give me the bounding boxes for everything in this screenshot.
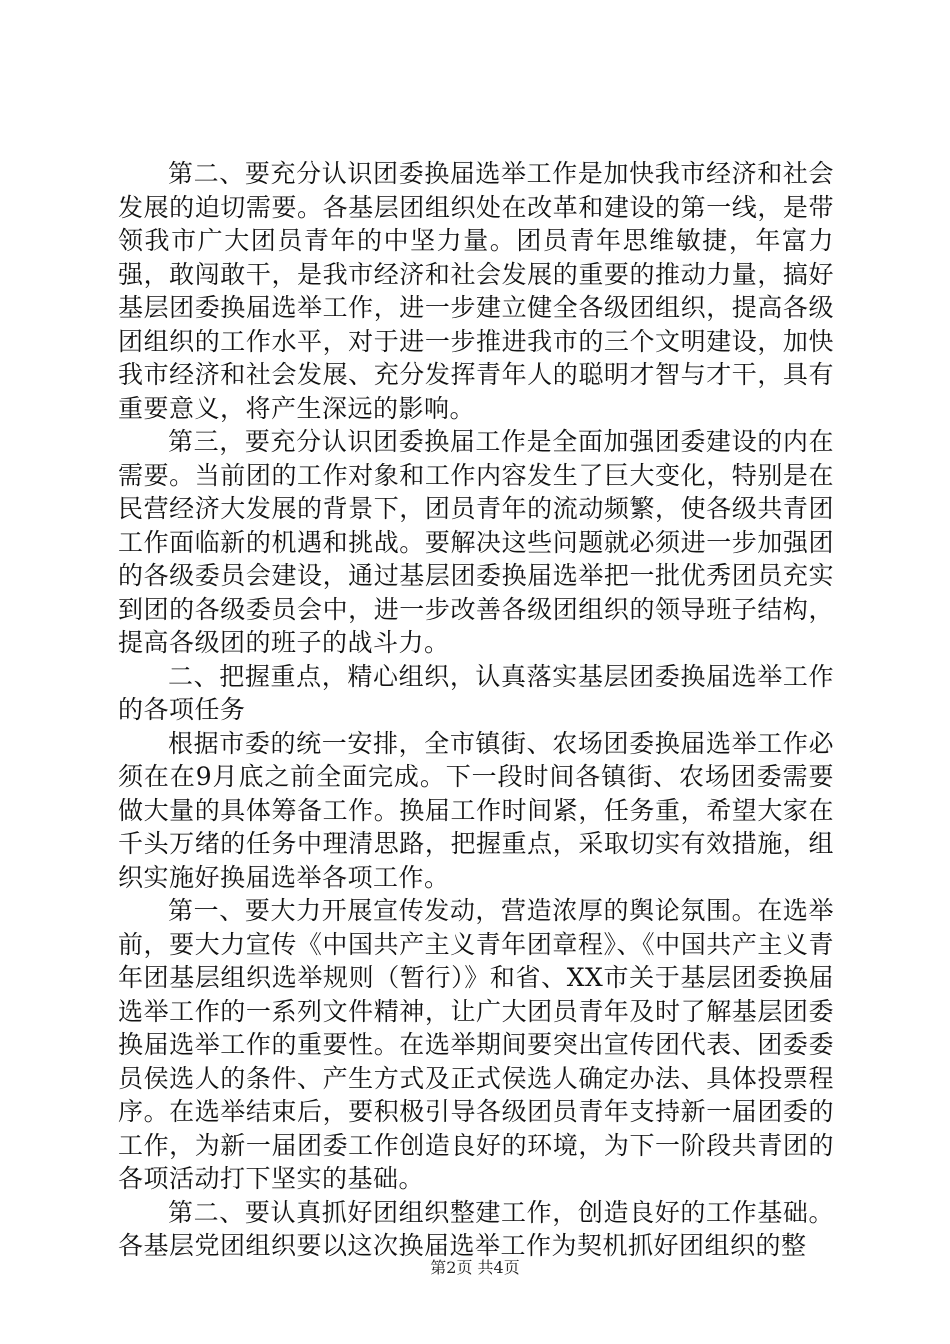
document-body — [118, 157, 834, 1263]
section-heading: 二、把握重点，精心组织，认真落实基层团委换届选举工作的各项任务 — [118, 661, 834, 724]
paragraph-5: 第二、要认真抓好团组织整建工作，创造良好的工作基础。各基层党团组织要以这次换届选举工作为契机抓好团组织的整 — [118, 1197, 834, 1260]
paragraph-3: 根据市委的统一安排，全市镇街、农场团委换届选举工作必须在在9月底之前全面完成。下一段时间各镇街、农场团委需要做大量的具体筹备工作。换届工作时间紧，任务重，希望大家在千头万绪的任务中理清思路，把握重点，采取切实有效措施，组织实施好换届选举各项工作。 — [118, 728, 834, 892]
page-footer: 第2页 共4页 — [430, 1258, 520, 1277]
paragraph-2: 第三，要充分认识团委换届工作是全面加强团委建设的内在需要。当前团的工作对象和工作内容发生了巨大变化，特别是在民营经济大发展的背景下，团员青年的流动频繁，使各级共青团工作面临新的机遇和挑战。要解决这些问题就必须进一步加强团的各级委员会建设，通过基层团委换届选举把一批优秀团员充实到团的各级委员会中，进一步改善各级团组织的领导班子结构，提高各级团的班子的战斗力。 — [118, 427, 834, 657]
paragraph-1: 第二、要充分认识团委换届选举工作是加快我市经济和社会发展的迫切需要。各基层团组织处在改革和建设的第一线，是带领我市广大团员青年的中坚力量。团员青年思维敏捷，年富力强，敢闯敢干，是我市经济和社会发展的重要的推动力量，搞好基层团委换届选举工作，进一步建立健全各级团组织，提高各级团组织的工作水平，对于进一步推进我市的三个文明建设，加快我市经济和社会发展、充分发挥青年人的聪明才智与才干，具有重要意义，将产生深远的影响。 — [118, 159, 834, 423]
paragraph-4: 第一、要大力开展宣传发动，营造浓厚的舆论氛围。在选举前，要大力宣传《中国共产主义青年团章程》、《中国共产主义青年团基层组织选举规则（暂行）》和省、XX市关于基层团委换届选举工作的一系列文件精神，让广大团员青年及时了解基层团委换届选举工作的重要性。在选举期间要突出宣传团代表、团委委员侯选人的条件、产生方式及正式侯选人确定办法、具体投票程序。在选举结束后，要积极引导各级团员青年支持新一届团委的工作，为新一届团委工作创造良好的环境，为下一阶段共青团的各项活动打下坚实的基础。 — [118, 896, 834, 1193]
